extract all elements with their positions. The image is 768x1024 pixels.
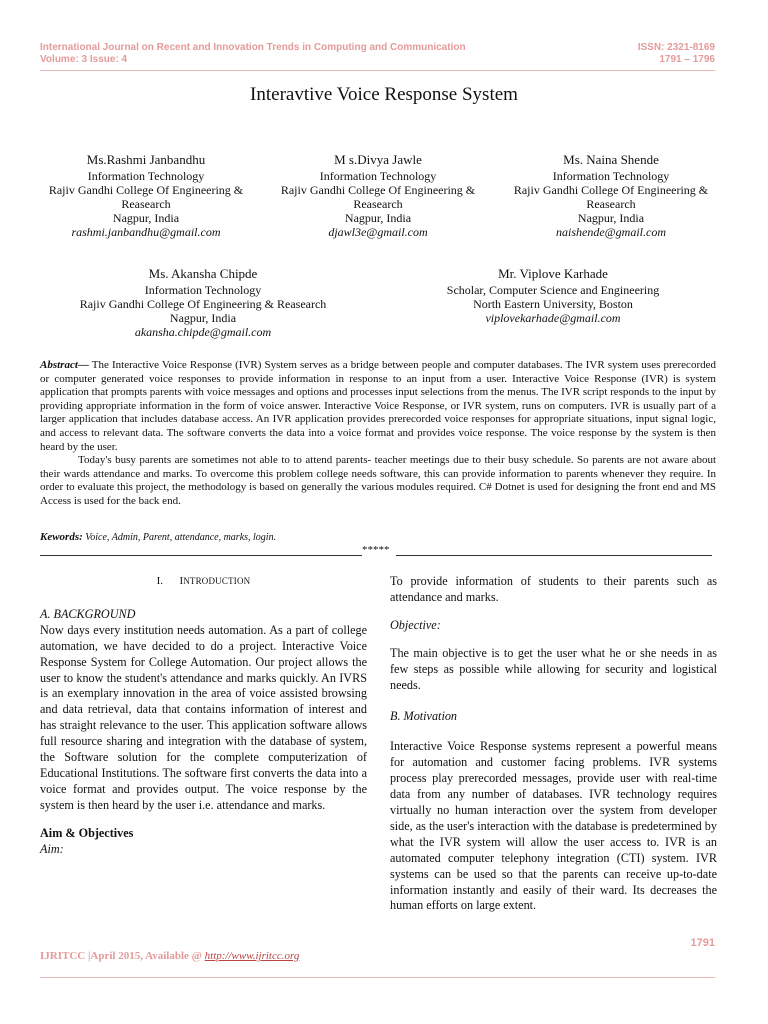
author-city: Nagpur, India — [112, 211, 180, 225]
author-1 — [40, 153, 252, 239]
author-email: naishende@gmail.com — [555, 225, 667, 239]
author-name: M s.Divya Jawle — [334, 152, 422, 167]
aim-label: Aim: — [40, 841, 64, 856]
author-inst-cont: Reasearch — [353, 197, 403, 211]
right-column — [390, 574, 717, 914]
abstract-label: Abstract— — [40, 359, 89, 371]
section-title-rest: NTRODUCTION — [183, 576, 251, 586]
author-inst: Rajiv Gandhi College Of Engineering & — [513, 183, 709, 197]
motivation-paragraph: Interactive Voice Response systems represent a powerful means for automation and customer facing problems. IVR systems process play prerecorded messages, provide user with real-time data from any number of databases. IVR technology requires virtually no human interaction over the system from developer side, as the user's interaction with the database is predetermined by what the IVR system will allow the user access to. IVR is an automated computer telephony integration (CTI) system. IVR systems can be used so that the parents can receive up-to-date information instantly and easily of their ward. Its decreases the human efforts on large extent. — [390, 739, 717, 913]
author-3 — [505, 153, 717, 239]
author-inst: Rajiv Gandhi College Of Engineering & Reasearch — [79, 297, 327, 311]
author-2 — [272, 153, 484, 239]
section-heading-introduction — [40, 574, 367, 590]
author-inst-cont: Reasearch — [121, 197, 171, 211]
keywords-label: Kewords: — [40, 531, 83, 543]
author-name: Ms.Rashmi Janbandhu — [86, 152, 206, 167]
aim-objectives-heading: Aim & Objectives — [40, 825, 134, 840]
journal-volume: Volume: 3 Issue: 4 — [40, 54, 128, 65]
subsection-background: A. BACKGROUND — [40, 606, 136, 621]
author-name: Ms. Naina Shende — [563, 152, 659, 167]
subsection-motivation: B. Motivation — [390, 709, 458, 724]
issn: ISSN: 2321-8169 — [637, 42, 715, 53]
author-5 — [400, 267, 706, 325]
objective-label: Objective: — [390, 617, 441, 632]
section-first-letter: I — [179, 575, 184, 587]
separator-line-right — [396, 555, 712, 556]
page-range: 1791 – 1796 — [659, 54, 715, 65]
objective-paragraph: The main objective is to get the user what he or she needs in as few steps as possible while allowing for security and logistical needs. — [390, 645, 717, 692]
separator-line-left — [40, 555, 362, 556]
author-email: viplovekarhade@gmail.com — [485, 311, 621, 325]
author-city: Nagpur, India — [577, 211, 645, 225]
author-dept: Information Technology — [319, 169, 437, 183]
author-inst: Rajiv Gandhi College Of Engineering & — [280, 183, 476, 197]
issn-header — [638, 42, 715, 66]
author-dept: Information Technology — [144, 283, 262, 297]
footer-rule — [40, 977, 715, 978]
keywords-value: Voice, Admin, Parent, attendance, marks, login. — [82, 532, 277, 543]
author-dept: Information Technology — [87, 169, 205, 183]
author-name: Mr. Viplove Karhade — [498, 266, 608, 281]
author-4 — [50, 267, 356, 339]
footer-link[interactable]: http://www.ijritcc.org — [204, 950, 300, 962]
author-email: akansha.chipde@gmail.com — [134, 325, 272, 339]
intro-paragraph: Now days every institution needs automation. As a part of college automation, we have decided to do a project. Interactive Voice Response System for College Automation. Our project allows the user to know the student's attendance and marks quickly. An IVRS is an exemplary innovation in the area of voice assisted browsing and data retrieval, data that contains information of interest and has straight relevance to the user. This application software allows full resource sharing and integration with the database of system, the Software solution for the complete computerization of Educational Institutions. The software first converts the data into a voice format and provides output. The voice response by the system is then heard by the user i.e. attendance and marks. — [40, 622, 367, 812]
keywords — [40, 531, 276, 543]
author-city: Nagpur, India — [169, 311, 237, 325]
journal-header — [40, 42, 466, 66]
author-inst: Rajiv Gandhi College Of Engineering & — [48, 183, 244, 197]
left-column — [40, 574, 367, 858]
author-dept: Scholar, Computer Science and Engineering — [446, 283, 660, 297]
author-inst-cont: Reasearch — [586, 197, 636, 211]
section-number: I. — [156, 575, 164, 587]
author-email: rashmi.janbandhu@gmail.com — [71, 225, 221, 239]
abstract-paragraph-1: The Interactive Voice Response (IVR) System serves as a bridge between people and computer databases. The IVR system uses prerecorded or computer generated voice responses to provide information in response to an input from a user. Interactive Voice Response (IVR) is system application that prompts parents with voice messages and options and processes input selections from the menus. The IVR script responds to the input by providing appropriate information in the form of voice answer. Interactive Voice Response, or IVR system, runs on computers. IVR is usually part of a larger application that includes database access. An IVR application provides prerecorded voice responses for appropriate situations, input signal logic, and access to relevant data. The software converts the data into a voice format and provides voice response. The voice response by the system is then heard by the user. — [40, 359, 716, 453]
author-email: djawl3e@gmail.com — [328, 225, 428, 239]
author-dept: Information Technology — [552, 169, 670, 183]
page-number: 1791 — [690, 937, 715, 949]
footer — [40, 950, 299, 962]
header-rule — [40, 70, 715, 71]
separator-stars: ***** — [362, 544, 390, 556]
author-inst: North Eastern University, Boston — [473, 297, 633, 311]
footer-text: IJRITCC |April 2015, Available @ — [40, 950, 205, 962]
author-name: Ms. Akansha Chipde — [148, 266, 258, 281]
paper-title: Interavtive Voice Response System — [250, 84, 518, 105]
aim-paragraph: To provide information of students to their parents such as attendance and marks. — [390, 574, 717, 604]
author-city: Nagpur, India — [344, 211, 412, 225]
journal-name: International Journal on Recent and Innovation Trends in Computing and Communication — [40, 42, 466, 53]
abstract — [40, 359, 716, 509]
section-separator — [40, 544, 712, 558]
abstract-paragraph-2: Today's busy parents are sometimes not able to to attend parents- teacher meetings due to their busy schedule. So parents are not aware about their wards attendance and marks. To overcome this problem college needs software, this can provide information to parents whenever they require. In order to evaluate this project, the methodology is based on generally the various modules required. C# Dotnet is used for designing the front end and MS Access is used for the back end. — [40, 454, 716, 507]
